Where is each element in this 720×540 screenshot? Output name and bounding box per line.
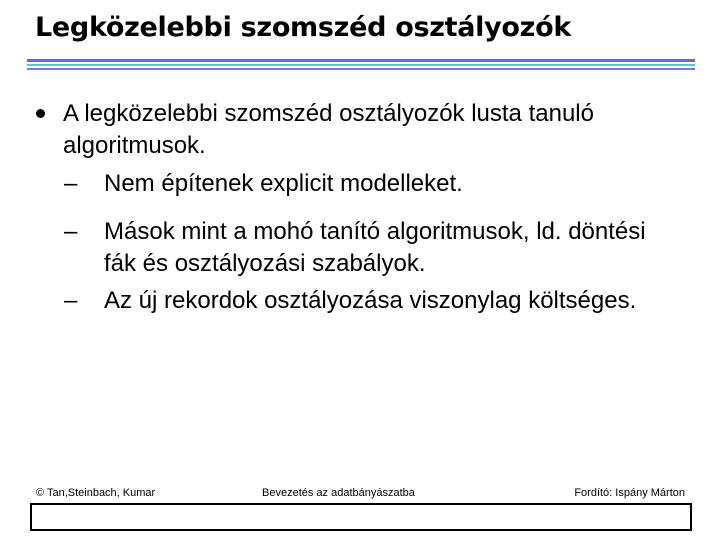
sub-bullet-text: Az új rekordok osztályozása viszonylag költséges. [104,287,637,314]
dash-icon: – [64,170,78,197]
bullet-dot-icon [36,109,45,118]
sub-bullet-text: Mások mint a mohó tanító algoritmusok, ld. döntési fák és osztályozási szabályok. [104,218,646,277]
footer-translator: Fordító: Ispány Márton [574,487,685,499]
slide-title: Legközelebbi szomszéd osztályozók [35,12,572,43]
footer-box [30,503,692,531]
bullet-text: A legközelebbi szomszéd osztályozók lusta tanuló algoritmusok. [63,100,594,159]
footer-copyright: © Tan,Steinbach, Kumar [36,487,156,499]
sub-bullet-text: Nem építenek explicit modelleket. [104,170,463,197]
footer-course-title: Bevezetés az adatbányászatba [262,487,415,499]
dash-icon: – [64,218,78,245]
dash-icon: – [64,287,78,314]
